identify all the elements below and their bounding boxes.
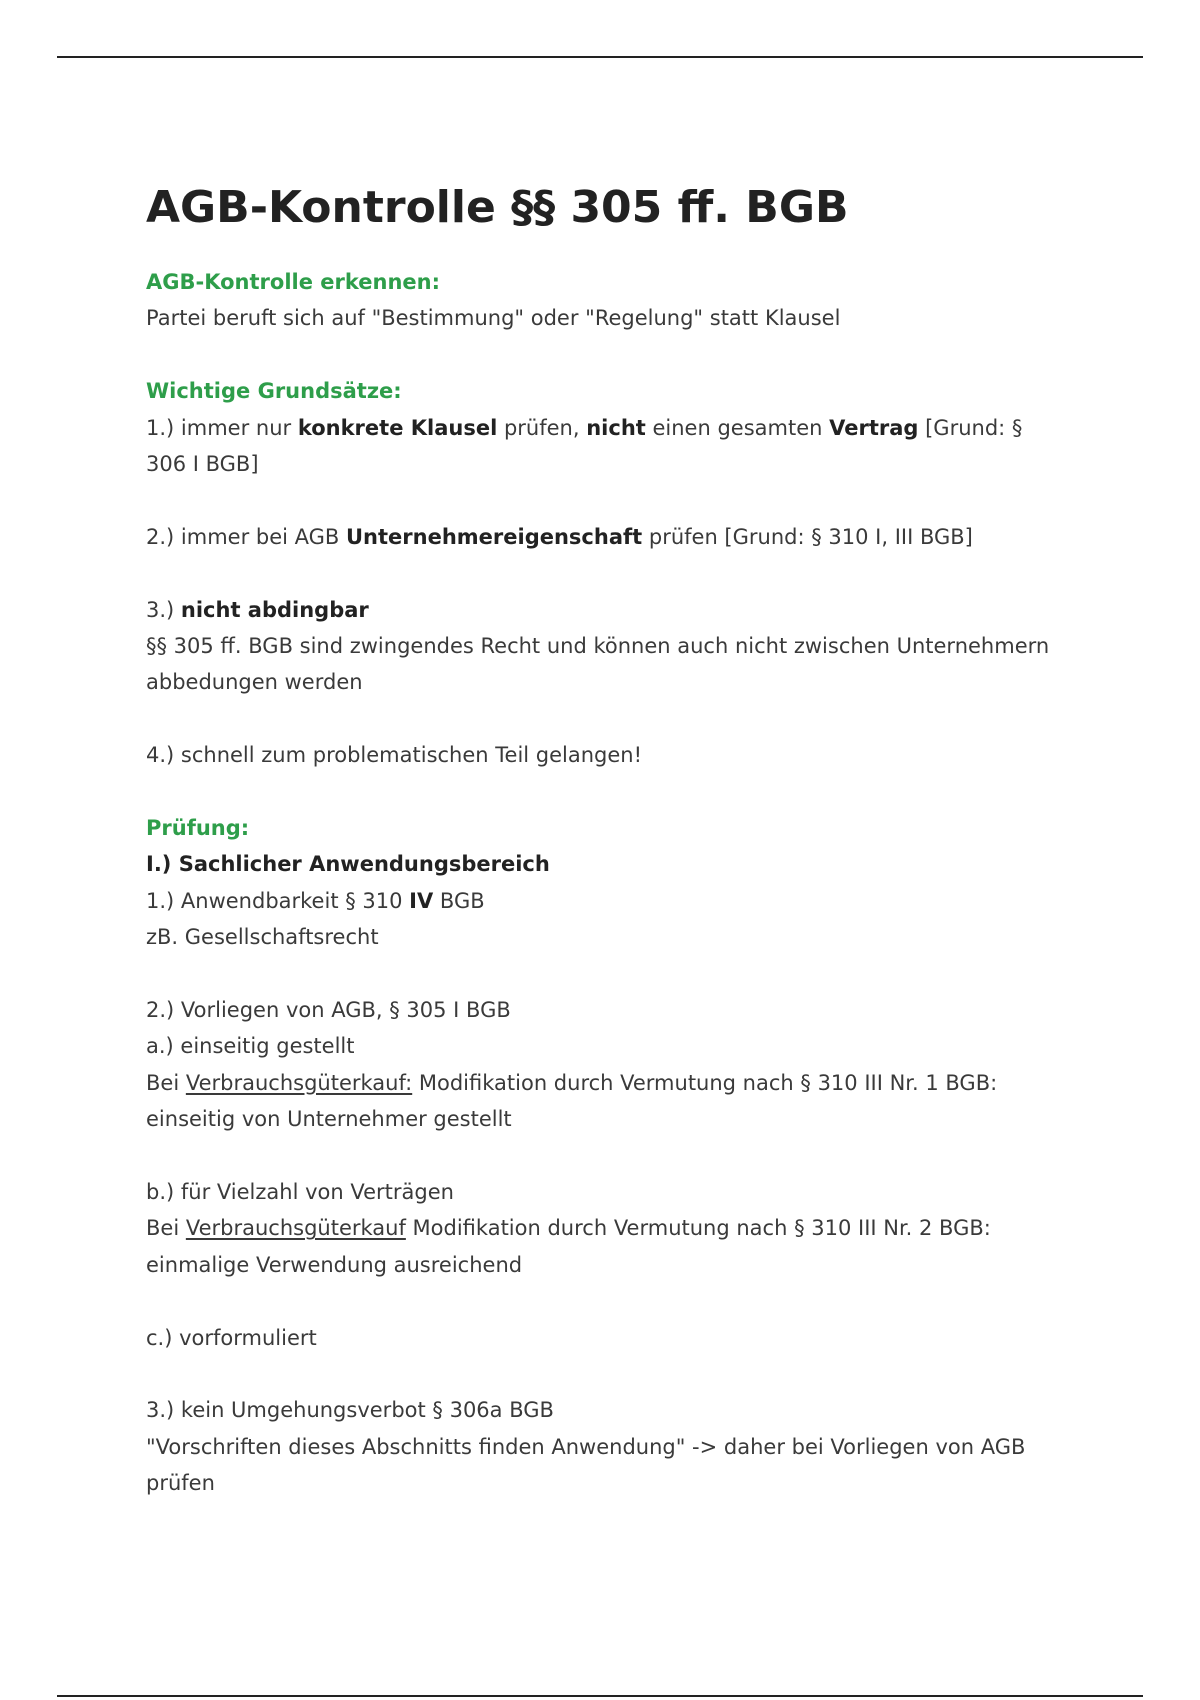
item-2b-pre: Bei <box>146 1216 186 1241</box>
recognize-heading: AGB-Kontrolle erkennen: <box>146 270 440 294</box>
spacer <box>146 482 1066 518</box>
principle-1-bold: konkrete Klausel <box>297 415 498 440</box>
principle-1-text: [Grund: § 306 I BGB] <box>146 415 1023 477</box>
principle-1-bold: Vertrag <box>829 415 919 440</box>
item-1-text: 1.) Anwendbarkeit § 310 <box>146 888 410 913</box>
principle-3-bold: nicht abdingbar <box>180 597 369 622</box>
principle-1 <box>146 410 1066 483</box>
item-2b-text <box>146 1210 1066 1283</box>
item-1-example: zB. Gesellschaftsrecht <box>146 925 379 950</box>
item-3-title: 3.) kein Umgehungsverbot § 306a BGB <box>146 1398 554 1423</box>
item-1-text: BGB <box>433 888 485 913</box>
principle-2 <box>146 519 1066 555</box>
principle-1-bold: nicht <box>586 415 646 440</box>
item-2a-pre: Bei <box>146 1070 186 1095</box>
spacer <box>146 956 1066 992</box>
item-3-text: "Vorschriften dieses Abschnitts finden Anwendung" -> daher bei Vorliegen von AGB prüfen <box>146 1434 1026 1496</box>
item-1-bold: IV <box>409 888 434 913</box>
section-1-heading: I.) Sachlicher Anwendungsbereich <box>146 852 550 877</box>
item-2c-title: c.) vorformuliert <box>146 1325 317 1350</box>
principle-1-text: prüfen, <box>497 415 587 440</box>
spacer <box>146 701 1066 737</box>
principles-heading: Wichtige Grundsätze: <box>146 379 402 404</box>
principle-2-text: prüfen [Grund: § 310 I, III BGB] <box>642 524 973 549</box>
spacer <box>146 1356 1066 1392</box>
spacer <box>146 555 1066 591</box>
principle-2-bold: Unternehmereigenschaft <box>346 524 643 549</box>
principle-3-text: §§ 305 ff. BGB sind zwingendes Recht und können auch nicht zwischen Unternehmern abbedungen werden <box>146 634 1050 695</box>
item-2a-underlined: Verbrauchsgüterkauf: <box>185 1070 413 1095</box>
spacer <box>146 1283 1066 1319</box>
page-title: AGB-Kontrolle §§ 305 ff. BGB <box>146 182 849 233</box>
principle-3-title <box>146 592 1066 628</box>
item-2b-title: b.) für Vielzahl von Verträgen <box>146 1180 454 1205</box>
bottom-rule <box>57 1695 1143 1697</box>
exam-heading: Prüfung: <box>146 816 250 841</box>
document-body <box>146 178 1066 1502</box>
item-2a-post: Modifikation durch Vermutung nach § 310 III Nr. 1 BGB: einseitig von Unternehmer gestellt <box>146 1070 998 1132</box>
item-1-title <box>146 883 1066 919</box>
item-2b-post: Modifikation durch Vermutung nach § 310 III Nr. 2 BGB: einmalige Verwendung ausreichend <box>146 1216 991 1277</box>
item-2a-text <box>146 1065 1066 1138</box>
recognize-text: Partei beruft sich auf "Bestimmung" oder "Regelung" statt Klausel <box>146 306 841 331</box>
item-2-title: 2.) Vorliegen von AGB, § 305 I BGB <box>146 998 511 1023</box>
principle-4: 4.) schnell zum problematischen Teil gelangen! <box>146 743 643 768</box>
principle-2-text: 2.) immer bei AGB <box>146 524 346 549</box>
top-rule <box>57 56 1143 58</box>
principle-1-text: 1.) immer nur <box>146 415 298 440</box>
principle-3-number: 3.) <box>146 597 181 622</box>
item-2a-title: a.) einseitig gestellt <box>146 1034 355 1059</box>
principle-1-text: einen gesamten <box>645 415 830 440</box>
spacer <box>146 337 1066 373</box>
item-2b-underlined: Verbrauchsgüterkauf <box>185 1216 406 1241</box>
spacer <box>146 1138 1066 1174</box>
spacer <box>146 774 1066 810</box>
